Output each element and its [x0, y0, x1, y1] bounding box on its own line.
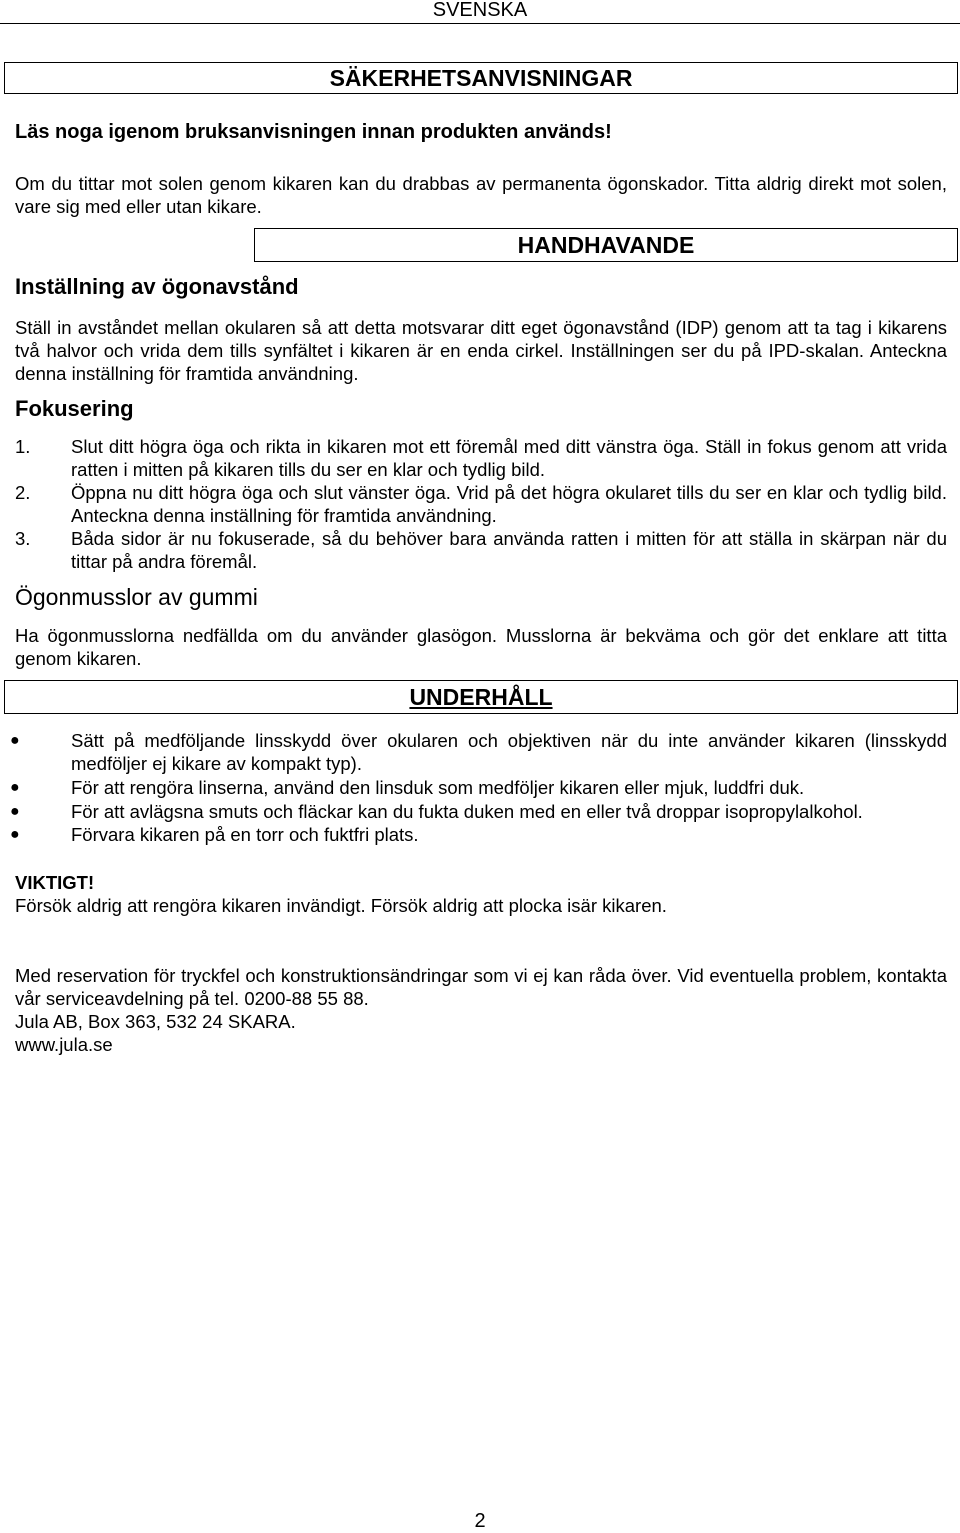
usage-title: HANDHAVANDE: [254, 228, 958, 262]
page-number: 2: [474, 1510, 486, 1532]
header-divider: [0, 23, 960, 24]
bullet-icon: ●: [10, 803, 20, 820]
focus-step-number: 2.: [15, 482, 31, 503]
maintenance-title: UNDERHÅLL: [4, 680, 958, 714]
rubber-text: Ha ögonmusslorna nedfällda om du använder glasögon. Musslorna är bekväma och gör det enklare att titta genom kikaren.: [15, 625, 947, 669]
focus-step-text: Båda sidor är nu fokuserade, så du behöver bara använda ratten i mitten för att ställa in skärpan när du tittar på andra föremål.: [71, 528, 947, 572]
maintenance-item: För att avlägsna smuts och fläckar kan du fukta duken med en eller två droppar isopropylalkohol.: [71, 801, 863, 822]
maintenance-item: För att rengöra linserna, använd den linsduk som medföljer kikaren eller mjuk, luddfri duk.: [71, 777, 805, 798]
focus-step-text: Öppna nu ditt högra öga och slut vänster öga. Vrid på det högra okularet tills du ser en klar och tydlig bild. Anteckna denna inställning för framtida användning.: [71, 482, 947, 526]
footer-address: Jula AB, Box 363, 532 24 SKARA.: [15, 1011, 296, 1032]
bullet-icon: ●: [10, 732, 20, 749]
safety-title: SÄKERHETSANVISNINGAR: [4, 62, 958, 94]
footer-reservation: Med reservation för tryckfel och konstruktionsändringar som vi ej kan råda över. Vid eventuella problem, kontakta vår serviceavdelning på tel. 0200-88 55 88.: [15, 965, 947, 1009]
maintenance-item: Förvara kikaren på en torr och fuktfri plats.: [71, 824, 419, 845]
maintenance-item: Sätt på medföljande linsskydd över okularen och objektiven när du inte använder kikaren (linsskydd medföljer ej kikare av kompakt typ).: [71, 730, 947, 774]
focus-step-text: Slut ditt högra öga och rikta in kikaren mot ett föremål med ditt vänstra öga. Ställ in fokus genom att vrida ratten i mitten på kikaren tills du ser en klar och tydlig bild.: [71, 436, 947, 480]
safety-intro: Läs noga igenom bruksanvisningen innan produkten används!: [15, 121, 612, 143]
important-label: VIKTIGT!: [15, 872, 95, 893]
header-language: SVENSKA: [432, 0, 528, 21]
important-text: Försök aldrig att rengöra kikaren invändigt. Försök aldrig att plocka isär kikaren.: [15, 895, 667, 916]
safety-warning: Om du tittar mot solen genom kikaren kan du drabbas av permanenta ögonskador. Titta aldrig direkt mot solen, vare sig med eller utan kikare.: [15, 173, 947, 217]
focus-step-number: 3.: [15, 528, 31, 549]
bullet-icon: ●: [10, 826, 20, 843]
focus-heading: Fokusering: [15, 396, 134, 421]
eye-distance-heading: Inställning av ögonavstånd: [15, 274, 299, 299]
focus-step-number: 1.: [15, 436, 31, 457]
bullet-icon: ●: [10, 779, 20, 796]
rubber-heading: Ögonmusslor av gummi: [15, 584, 258, 610]
eye-distance-text: Ställ in avståndet mellan okularen så att detta motsvarar ditt eget ögonavstånd (IDP) genom att ta tag i kikarens två halvor och vrida dem tills synfältet i kikaren är en enda cirkel. Inställningen ser du på IPD-skalan. Anteckna denna inställning för framtida användning.: [15, 317, 947, 384]
footer-website[interactable]: www.jula.se: [15, 1034, 113, 1055]
